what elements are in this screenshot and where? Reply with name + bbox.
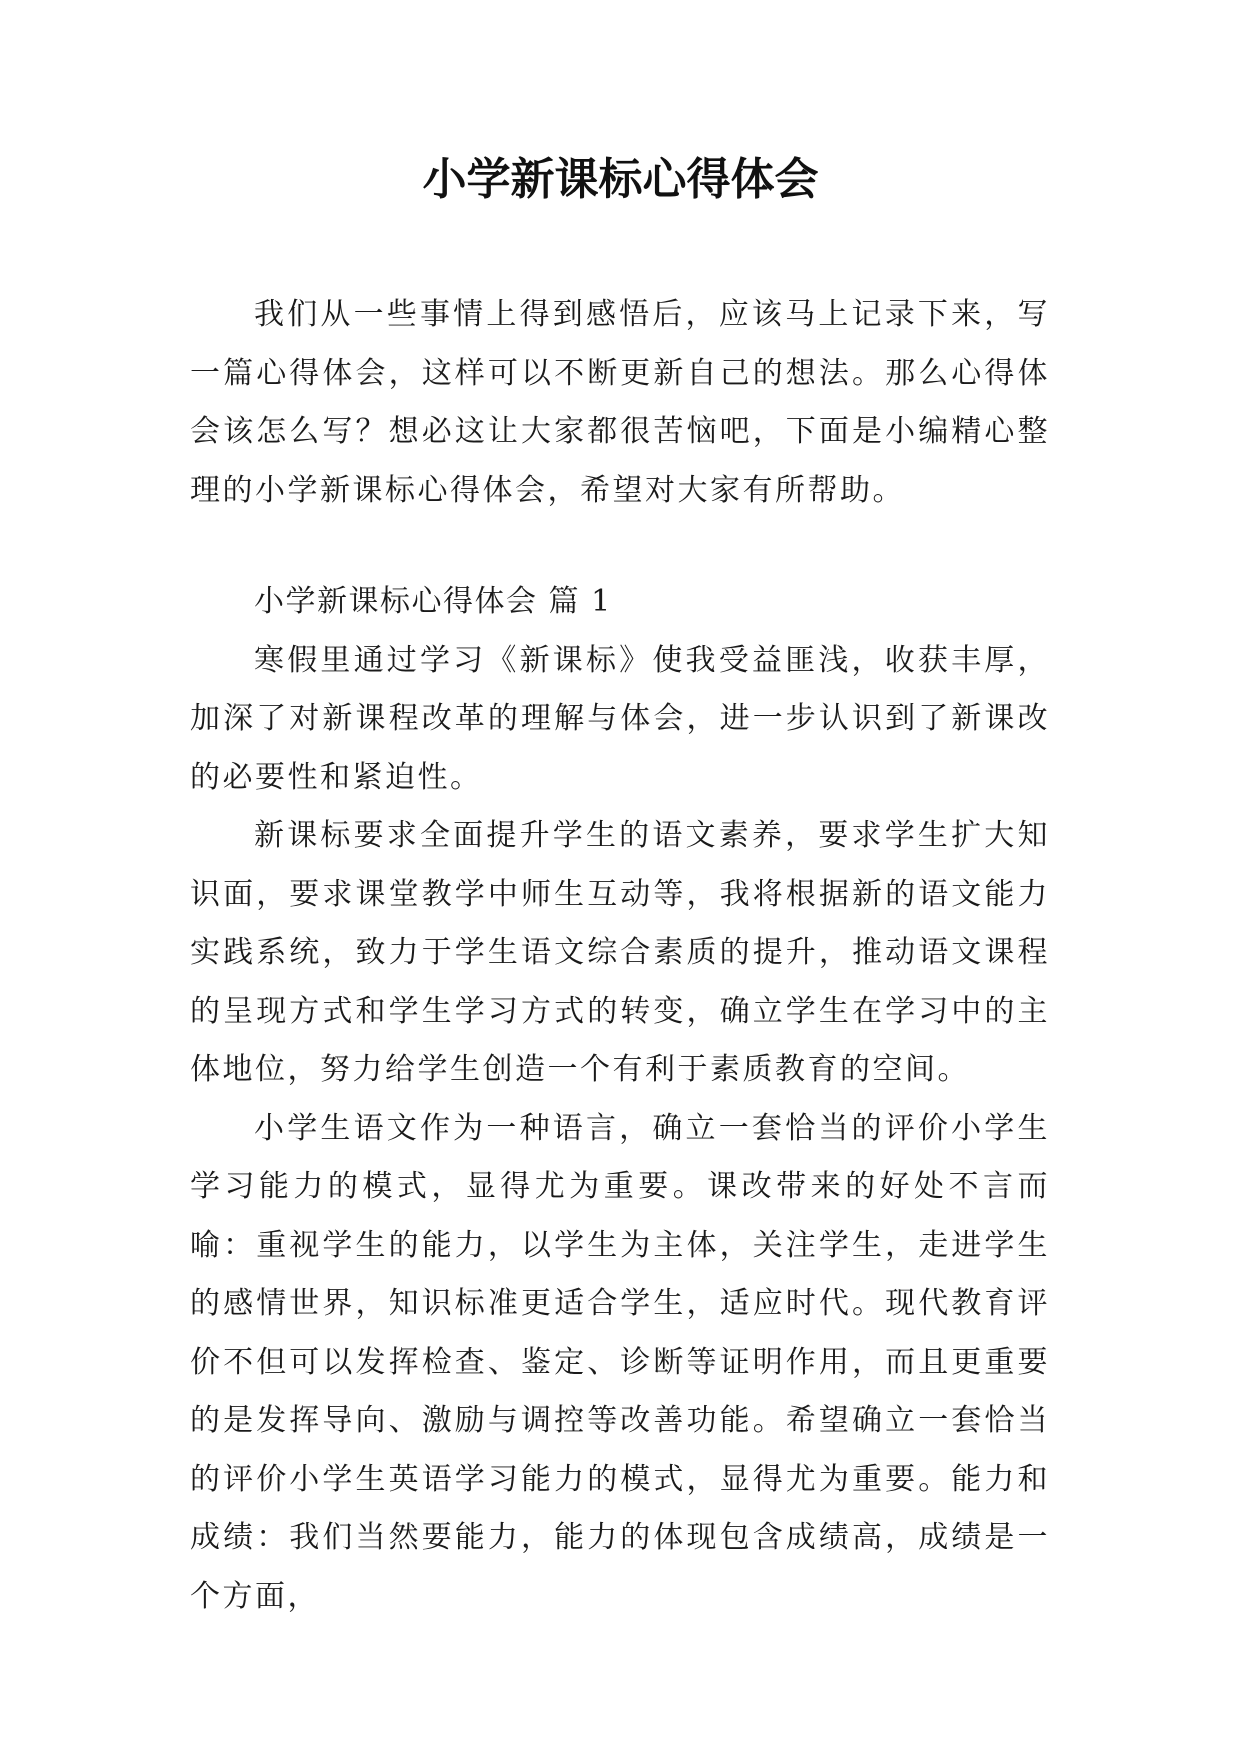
section-heading: 小学新课标心得体会 篇 1 xyxy=(254,584,612,619)
section-1 xyxy=(190,573,1050,1626)
document-title: 小学新课标心得体会 xyxy=(422,154,819,205)
body-paragraph-1: 寒假里通过学习《新课标》使我受益匪浅，收获丰厚，加深了对新课程改革的理解与体会，进一步认识到了新课改的必要性和紧迫性。 xyxy=(190,642,1050,795)
intro-block xyxy=(190,286,1050,520)
intro-paragraph: 我们从一些事情上得到感悟后，应该马上记录下来，写一篇心得体会，这样可以不断更新自己的想法。那么心得体会该怎么写？想必这让大家都很苦恼吧，下面是小编精心整理的小学新课标心得体会，希望对大家有所帮助。 xyxy=(190,297,1050,508)
body-paragraph-2: 新课标要求全面提升学生的语文素养，要求学生扩大知识面，要求课堂教学中师生互动等，我将根据新的语文能力实践系统，致力于学生语文综合素质的提升，推动语文课程的呈现方式和学生学习方式的转变，确立学生在学习中的主体地位，努力给学生创造一个有利于素质教育的空间。 xyxy=(190,818,1050,1087)
body-paragraph-3: 小学生语文作为一种语言，确立一套恰当的评价小学生学习能力的模式，显得尤为重要。课改带来的好处不言而喻：重视学生的能力，以学生为主体，关注学生，走进学生的感情世界，知识标准更适合学生，适应时代。现代教育评价不但可以发挥检查、鉴定、诊断等证明作用，而且更重要的是发挥导向、激励与调控等改善功能。希望确立一套恰当的评价小学生英语学习能力的模式，显得尤为重要。能力和成绩：我们当然要能力，能力的体现包含成绩高，成绩是一个方面， xyxy=(190,1110,1050,1614)
